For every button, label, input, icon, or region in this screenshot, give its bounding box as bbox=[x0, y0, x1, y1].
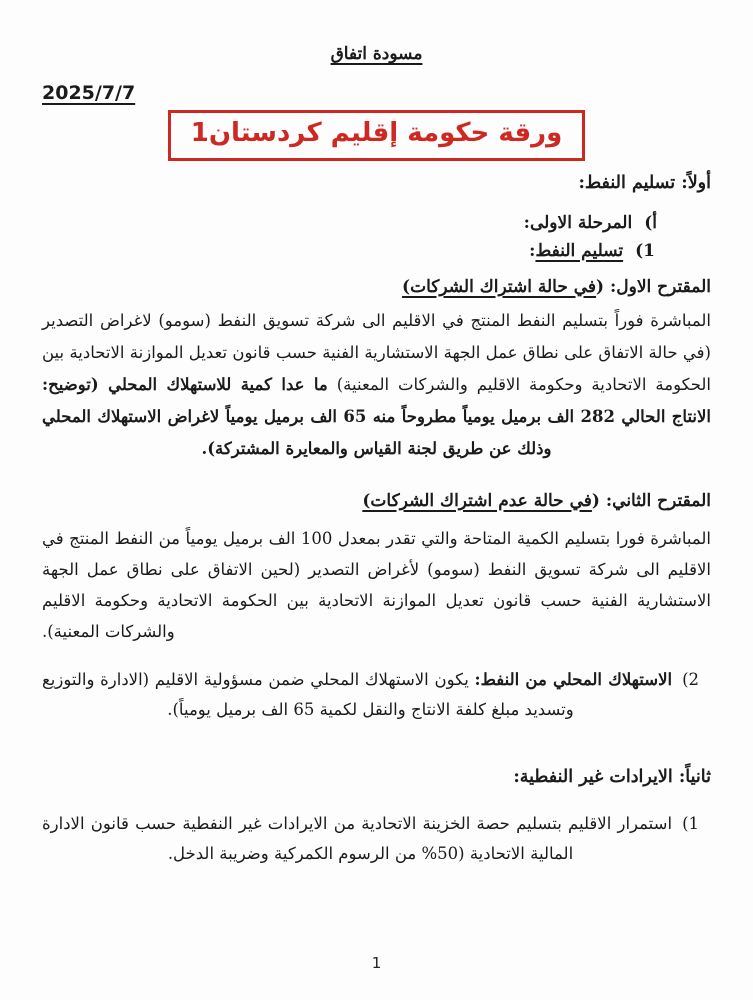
proposal-one-heading bbox=[42, 277, 711, 297]
oil-delivery-item bbox=[42, 241, 711, 261]
proposal-one-label: المقترح الاول: ( bbox=[596, 276, 711, 297]
proposal-two-heading bbox=[42, 491, 711, 511]
proposal-one-body-regular: المباشرة فوراً بتسليم النفط المنتج في الاقليم الى شركة تسويق النفط (سومو) لاغراض التصدير (في حالة الاتفاق على نطاق عمل الجهة الاستشارية الفنية حسب قانون تعديل الموازنة الاتحادية بين الحكومة الاتحادية وحكومة الاقليم والشركات المعنية) bbox=[42, 310, 711, 394]
proposal-one-condition: في حالة اشتراك الشركات) bbox=[402, 276, 597, 297]
oil-delivery-colon: : bbox=[529, 240, 536, 261]
local-consumption-label: الاستهلاك المحلي من النفط: bbox=[474, 669, 673, 689]
doc-title-text: مسودة اتفاق bbox=[330, 44, 423, 64]
non-oil-revenue-number: 1) bbox=[682, 813, 699, 833]
proposal-two-condition: في حالة عدم اشتراك الشركات) bbox=[362, 490, 592, 511]
page-number: 1 bbox=[371, 954, 382, 972]
oil-delivery-number: 1) bbox=[635, 240, 655, 261]
local-consumption-text: يكون الاستهلاك المحلي ضمن مسؤولية الاقليم (الادارة والتوزيع وتسديد مبلغ كلفة الانتاج والنقل لكمية 65 الف برميل يومياً). bbox=[42, 669, 574, 719]
local-consumption-item bbox=[42, 665, 711, 725]
phase-a-number: أ) bbox=[644, 212, 657, 233]
proposal-two-body: المباشرة فورا بتسليم الكمية المتاحة والتي تقدر بمعدل 100 الف برميل يومياً من النفط المنتج في الاقليم الى شركة تسويق النفط (سومو) لأغراض التصدير (لحين الاتفاق على نطاق عمل الجهة الاستشارية الفنية حسب قانون تعديل الموازنة الاتحادية بين الحكومة الاتحادية وحكومة الاقليم والشركات المعنية). bbox=[42, 528, 712, 641]
local-consumption-number: 2) bbox=[682, 669, 699, 689]
proposal-one-body-bold: ما عدا كمية للاستهلاك المحلي (توضيح: الانتاج الحالي 282 الف برميل يومياً مطروحاً منه 65 الف برميل يومياً لاغراض الاستهلاك المحلي وذلك عن طريق لجنة القياس والمعايرة المشتركة). bbox=[42, 374, 712, 458]
phase-a-item bbox=[42, 213, 711, 233]
non-oil-revenue-item bbox=[42, 809, 711, 869]
section-one-heading: أولاً: تسليم النفط: bbox=[578, 172, 711, 193]
proposal-two-label: المقترح الثاني: ( bbox=[591, 490, 711, 511]
section-two-heading: ثانياً: الايرادات غير النفطية: bbox=[513, 766, 711, 787]
non-oil-revenue-text: استمرار الاقليم بتسليم حصة الخزينة الاتحادية من الايرادات غير النفطية حسب قانون الادارة المالية الاتحادية (50% من الرسوم الكمركية وضريبة الدخل. bbox=[42, 813, 673, 863]
banner-row bbox=[42, 110, 711, 161]
doc-date: 2025/7/7 bbox=[42, 82, 136, 104]
phase-a-label: المرحلة الاولى: bbox=[523, 212, 633, 233]
date-row bbox=[42, 82, 711, 104]
kurdistan-paper-banner: ورقة حكومة إقليم كردستان1 bbox=[168, 110, 586, 161]
oil-delivery-label: تسليم النفط bbox=[535, 240, 624, 261]
proposal-one-body bbox=[42, 305, 711, 465]
doc-title bbox=[42, 44, 711, 64]
